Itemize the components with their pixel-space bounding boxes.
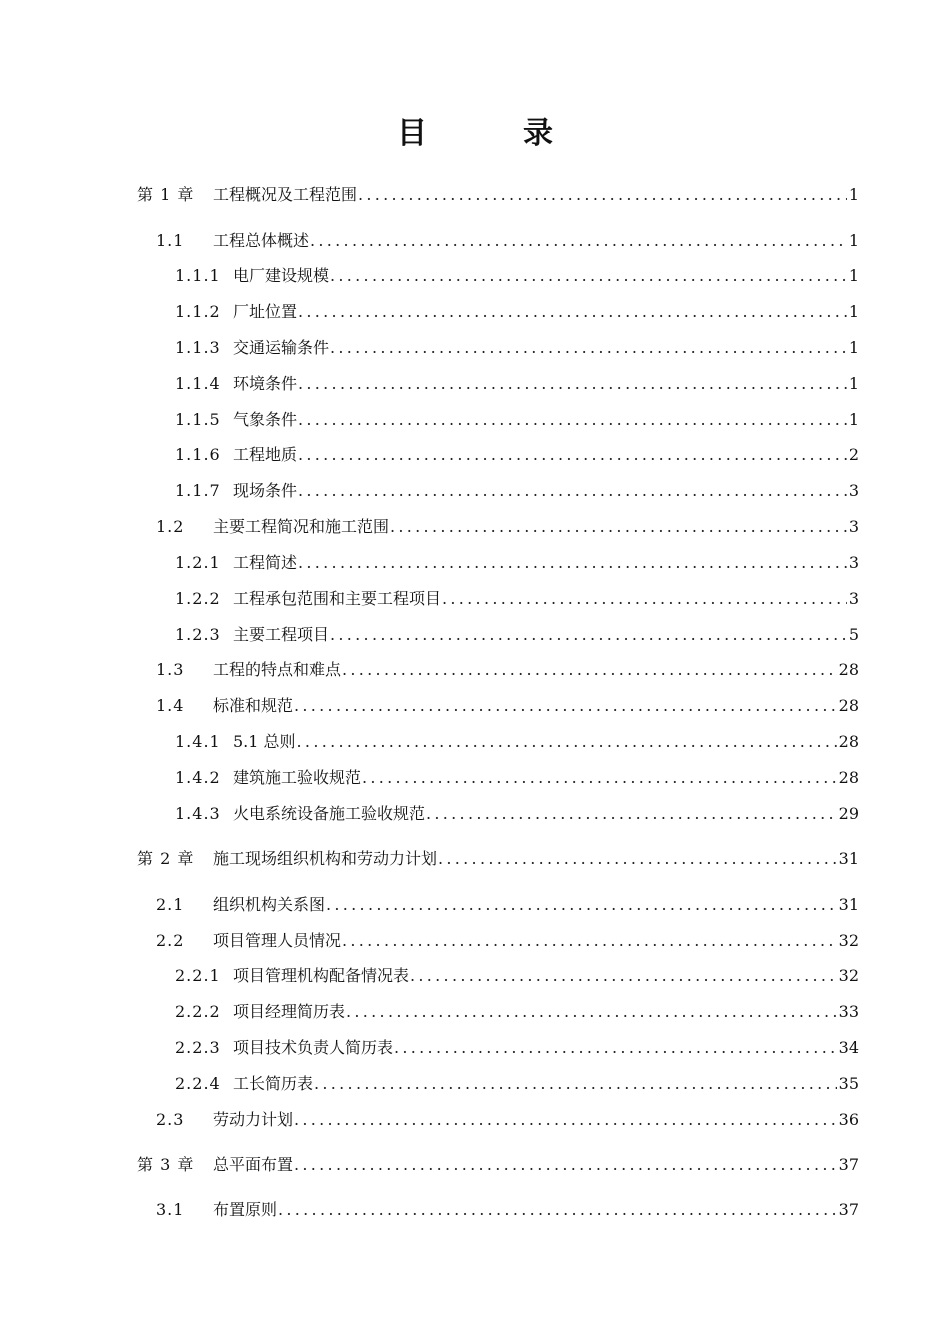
toc-entry-line [233, 1000, 859, 1024]
toc-entry-number: 第 1 章 [137, 185, 195, 204]
toc-entry[interactable] [0, 1198, 950, 1222]
toc-entry[interactable] [0, 623, 950, 647]
toc-entry-number: 2.2.4 [175, 1074, 221, 1093]
toc-entry-number: 2.1 [156, 895, 185, 914]
toc-entry[interactable] [0, 264, 950, 288]
toc-entry-page-number: 28 [838, 768, 859, 787]
toc-entry-label: 主要工程项目 [233, 625, 330, 644]
toc-dot-leader [329, 623, 847, 647]
toc-entry-line [213, 694, 859, 718]
toc-entry[interactable] [0, 1036, 950, 1060]
toc-entry-page-number: 31 [838, 849, 859, 868]
toc-entry[interactable] [0, 847, 950, 871]
toc-entry-page-number: 5 [848, 625, 859, 644]
toc-entry-number: 1.4.3 [175, 804, 221, 823]
toc-entry-line [233, 587, 859, 611]
toc-entry-label: 总平面布置 [213, 1155, 294, 1174]
toc-entry-number: 1.2.1 [175, 553, 221, 572]
toc-entry-line [233, 623, 859, 647]
toc-entry-label: 劳动力计划 [213, 1110, 294, 1129]
toc-dot-leader [409, 964, 837, 988]
toc-entry-page-number: 33 [838, 1002, 859, 1021]
toc-entry-label: 工程承包范围和主要工程项目 [233, 589, 442, 608]
toc-entry-line [213, 893, 859, 917]
toc-entry[interactable] [0, 893, 950, 917]
toc-entry-page-number: 1 [848, 231, 859, 250]
toc-dot-leader [361, 766, 837, 790]
toc-entry[interactable] [0, 551, 950, 575]
toc-entry[interactable] [0, 300, 950, 324]
toc-entry-label: 建筑施工验收规范 [233, 768, 362, 787]
toc-entry-line [213, 929, 859, 953]
toc-entry-label: 环境条件 [233, 374, 298, 393]
toc-title [0, 108, 950, 152]
toc-entry-number: 2.2.1 [175, 966, 221, 985]
toc-entry-line [233, 264, 859, 288]
toc-entry[interactable] [0, 183, 950, 207]
toc-entry-page-number: 36 [838, 1110, 859, 1129]
toc-entry-number: 第 3 章 [137, 1155, 195, 1174]
toc-entry-page-number: 1 [848, 185, 859, 204]
toc-entry-page-number: 28 [838, 660, 859, 679]
toc-entry-label: 组织机构关系图 [213, 895, 326, 914]
toc-dot-leader [389, 515, 847, 539]
toc-entry-label: 布置原则 [213, 1200, 278, 1219]
toc-entry-page-number: 35 [838, 1074, 859, 1093]
toc-entry[interactable] [0, 408, 950, 432]
toc-entry-label: 工长简历表 [233, 1074, 314, 1093]
toc-entry-line [233, 551, 859, 575]
toc-entry-page-number: 3 [848, 553, 859, 572]
toc-dot-leader [297, 300, 847, 324]
toc-entry-number: 2.2.3 [175, 1038, 221, 1057]
toc-entry-page-number: 32 [838, 966, 859, 985]
toc-entry-line [233, 730, 859, 754]
toc-entry-line [213, 658, 859, 682]
toc-entry-number: 1.1.2 [175, 302, 221, 321]
toc-entry[interactable] [0, 658, 950, 682]
toc-entry-label: 火电系统设备施工验收规范 [233, 804, 426, 823]
toc-entry-label: 交通运输条件 [233, 338, 330, 357]
toc-entry-label: 项目管理机构配备情况表 [233, 966, 410, 985]
toc-entry[interactable] [0, 587, 950, 611]
toc-entry-label: 气象条件 [233, 410, 298, 429]
toc-entry-number: 第 2 章 [137, 849, 195, 868]
toc-entry-page-number: 37 [838, 1155, 859, 1174]
toc-entry[interactable] [0, 443, 950, 467]
toc-dot-leader [296, 730, 837, 754]
toc-entry-label: 工程的特点和难点 [213, 660, 342, 679]
toc-entry-number: 1.1.4 [175, 374, 221, 393]
toc-entry-line [233, 1072, 859, 1096]
toc-entry-line [233, 443, 859, 467]
toc-entry-page-number: 34 [838, 1038, 859, 1057]
toc-entry-number: 2.2.2 [175, 1002, 221, 1021]
toc-entry-label: 标准和规范 [213, 696, 294, 715]
toc-dot-leader [297, 479, 847, 503]
toc-entry-page-number: 1 [848, 302, 859, 321]
toc-entry-line [213, 229, 859, 253]
toc-entry[interactable] [0, 802, 950, 826]
toc-entry-number: 2.2 [156, 931, 185, 950]
toc-dot-leader [297, 443, 847, 467]
toc-entry-label: 5.1 总则 [233, 732, 296, 751]
toc-entry-number: 1.1.1 [175, 266, 221, 285]
toc-entry-label: 电厂建设规模 [233, 266, 330, 285]
toc-entry[interactable] [0, 229, 950, 253]
toc-entry-page-number: 29 [838, 804, 859, 823]
toc-entry-number: 1.2.3 [175, 625, 221, 644]
toc-entry-page-number: 3 [848, 481, 859, 500]
toc-entry-line [233, 336, 859, 360]
toc-entry-number: 1.2 [156, 517, 185, 536]
toc-entry-number: 1.1 [156, 231, 185, 250]
toc-dot-leader [329, 336, 847, 360]
toc-entry-number: 1.4 [156, 696, 185, 715]
toc-entry-page-number: 32 [838, 931, 859, 950]
toc-entry-label: 工程简述 [233, 553, 298, 572]
toc-entry-page-number: 28 [838, 732, 859, 751]
toc-dot-leader [293, 1108, 837, 1132]
toc-entry-line [233, 372, 859, 396]
toc-dot-leader [309, 229, 847, 253]
toc-entry-page-number: 3 [848, 517, 859, 536]
toc-entry-line [213, 1108, 859, 1132]
toc-entry-label: 工程总体概述 [213, 231, 310, 250]
toc-entry-line [233, 479, 859, 503]
toc-dot-leader [293, 694, 837, 718]
toc-dot-leader [341, 929, 837, 953]
toc-entry-page-number: 1 [848, 410, 859, 429]
toc-entry-number: 1.2.2 [175, 589, 221, 608]
toc-title-char-1: 目 [397, 116, 427, 151]
toc-entry[interactable] [0, 1153, 950, 1177]
toc-entry-label: 厂址位置 [233, 302, 298, 321]
toc-entry-line [233, 300, 859, 324]
toc-entry[interactable] [0, 766, 950, 790]
toc-title-char-2: 录 [523, 116, 553, 151]
toc-entry-line [213, 515, 859, 539]
toc-entry-label: 项目管理人员情况 [213, 931, 342, 950]
toc-entry-line [233, 1036, 859, 1060]
toc-entry-number: 1.4.1 [175, 732, 221, 751]
toc-dot-leader [345, 1000, 837, 1024]
toc-entry[interactable] [0, 929, 950, 953]
toc-entry-label: 工程概况及工程范围 [213, 185, 358, 204]
toc-entry-page-number: 1 [848, 338, 859, 357]
toc-entry-line [213, 847, 859, 871]
toc-entry-page-number: 28 [838, 696, 859, 715]
toc-entry-line [233, 964, 859, 988]
toc-entry-number: 1.1.5 [175, 410, 221, 429]
toc-entry-label: 项目经理简历表 [233, 1002, 346, 1021]
toc-entry-number: 1.1.3 [175, 338, 221, 357]
toc-entry-number: 1.3 [156, 660, 185, 679]
toc-entry-label: 施工现场组织机构和劳动力计划 [213, 849, 438, 868]
toc-entry-page-number: 1 [848, 374, 859, 393]
toc-entry[interactable] [0, 730, 950, 754]
toc-entry[interactable] [0, 1108, 950, 1132]
toc-dot-leader [297, 408, 847, 432]
toc-entry-label: 现场条件 [233, 481, 298, 500]
toc-dot-leader [313, 1072, 837, 1096]
toc-entry[interactable] [0, 1072, 950, 1096]
toc-entry[interactable] [0, 372, 950, 396]
toc-entry[interactable] [0, 515, 950, 539]
toc-dot-leader [341, 658, 837, 682]
toc-entry-page-number: 1 [848, 266, 859, 285]
toc-dot-leader [297, 551, 847, 575]
toc-entry[interactable] [0, 1000, 950, 1024]
toc-entry-page-number: 37 [838, 1200, 859, 1219]
toc-dot-leader [329, 264, 847, 288]
toc-entry-line [233, 408, 859, 432]
toc-dot-leader [357, 183, 847, 207]
toc-entry[interactable] [0, 479, 950, 503]
toc-dot-leader [425, 802, 837, 826]
toc-dot-leader [441, 587, 847, 611]
toc-dot-leader [437, 847, 837, 871]
toc-entry-number: 3.1 [156, 1200, 185, 1219]
toc-dot-leader [293, 1153, 837, 1177]
toc-entry-label: 主要工程简况和施工范围 [213, 517, 390, 536]
toc-entry-page-number: 31 [838, 895, 859, 914]
toc-entry-number: 1.4.2 [175, 768, 221, 787]
toc-dot-leader [297, 372, 847, 396]
toc-entry-label: 项目技术负责人简历表 [233, 1038, 394, 1057]
toc-entry[interactable] [0, 336, 950, 360]
toc-dot-leader [393, 1036, 837, 1060]
toc-entry-page-number: 2 [848, 445, 859, 464]
toc-dot-leader [277, 1198, 837, 1222]
toc-entry-page-number: 3 [848, 589, 859, 608]
toc-entry-number: 1.1.7 [175, 481, 221, 500]
toc-entry-line [233, 766, 859, 790]
toc-entry-line [213, 1153, 859, 1177]
toc-entry[interactable] [0, 694, 950, 718]
toc-dot-leader [325, 893, 837, 917]
toc-entry-number: 2.3 [156, 1110, 185, 1129]
toc-entry-line [213, 1198, 859, 1222]
toc-entry-line [233, 802, 859, 826]
toc-entry-number: 1.1.6 [175, 445, 221, 464]
toc-entry[interactable] [0, 964, 950, 988]
toc-entry-line [213, 183, 859, 207]
toc-entry-label: 工程地质 [233, 445, 298, 464]
